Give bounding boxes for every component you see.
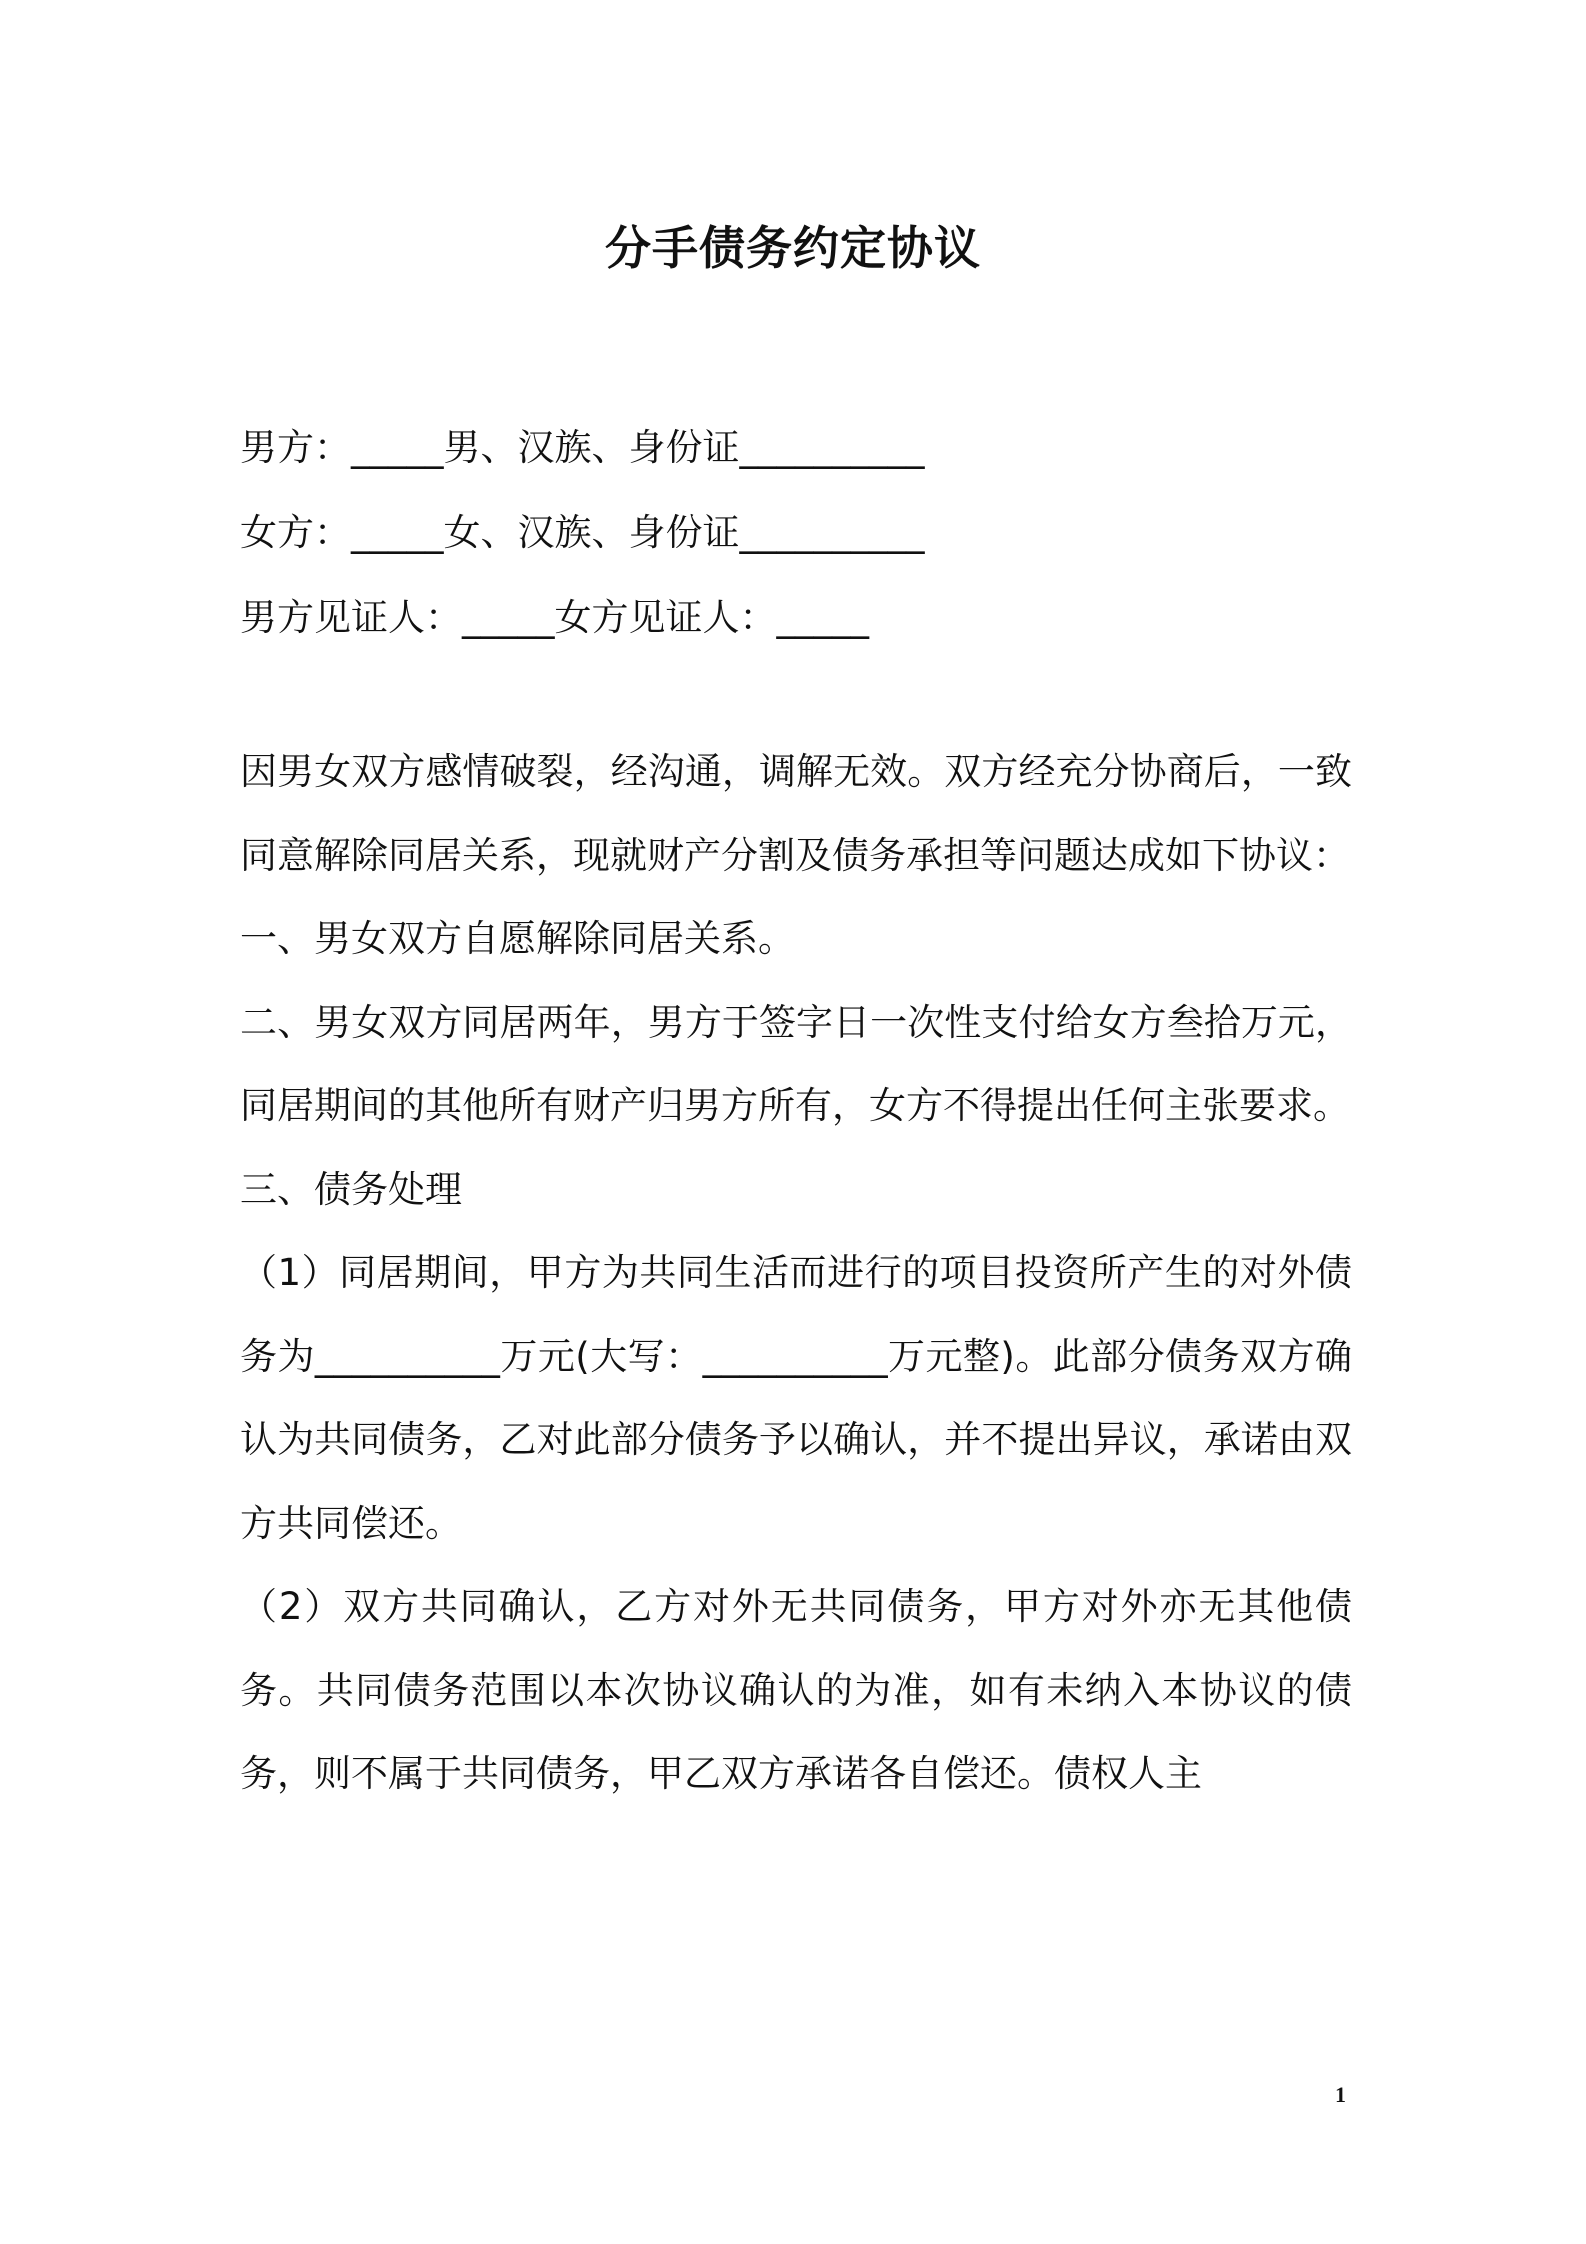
- agreement-body: [240, 730, 1352, 1816]
- clause-3-heading: 三、债务处理: [240, 1167, 462, 1211]
- page-number: 1: [1335, 2082, 1346, 2107]
- preamble-paragraph: 因男女双方感情破裂，经沟通，调解无效。双方经充分协商后，一致同意解除同居关系，现就财产分割及债务承担等问题达成如下协议：: [240, 750, 1352, 877]
- clause-3-item-1: （1）同居期间，甲方为共同生活而进行的项目投资所产生的对外债务为__________万元(大写：__________万元整)。此部分债务双方确认为共同债务，乙对此部分债务予以确认，并不提出异议，承诺由双方共同偿还。: [240, 1251, 1352, 1545]
- clause-2-paragraph: 二、男女双方同居两年，男方于签字日一次性支付给女方叁拾万元，同居期间的其他所有财产归男方所有，女方不得提出任何主张要求。: [240, 1000, 1352, 1127]
- male-party-line: 男方：_____男、汉族、身份证__________: [240, 426, 925, 469]
- clause-3-item-2: （2）双方共同确认，乙方对外无共同债务，甲方对外亦无其他债务。共同债务范围以本次协议确认的为准，如有未纳入本协议的债务，则不属于共同债务，甲乙双方承诺各自偿还。债权人主: [240, 1585, 1352, 1795]
- parties-block: [240, 405, 1360, 660]
- document-title: 分手债务约定协议: [605, 221, 981, 275]
- witness-line: 男方见证人：_____女方见证人：_____: [240, 596, 869, 639]
- clause-1-paragraph: 一、男女双方自愿解除同居关系。: [240, 917, 795, 960]
- female-party-line: 女方：_____女、汉族、身份证__________: [240, 511, 925, 554]
